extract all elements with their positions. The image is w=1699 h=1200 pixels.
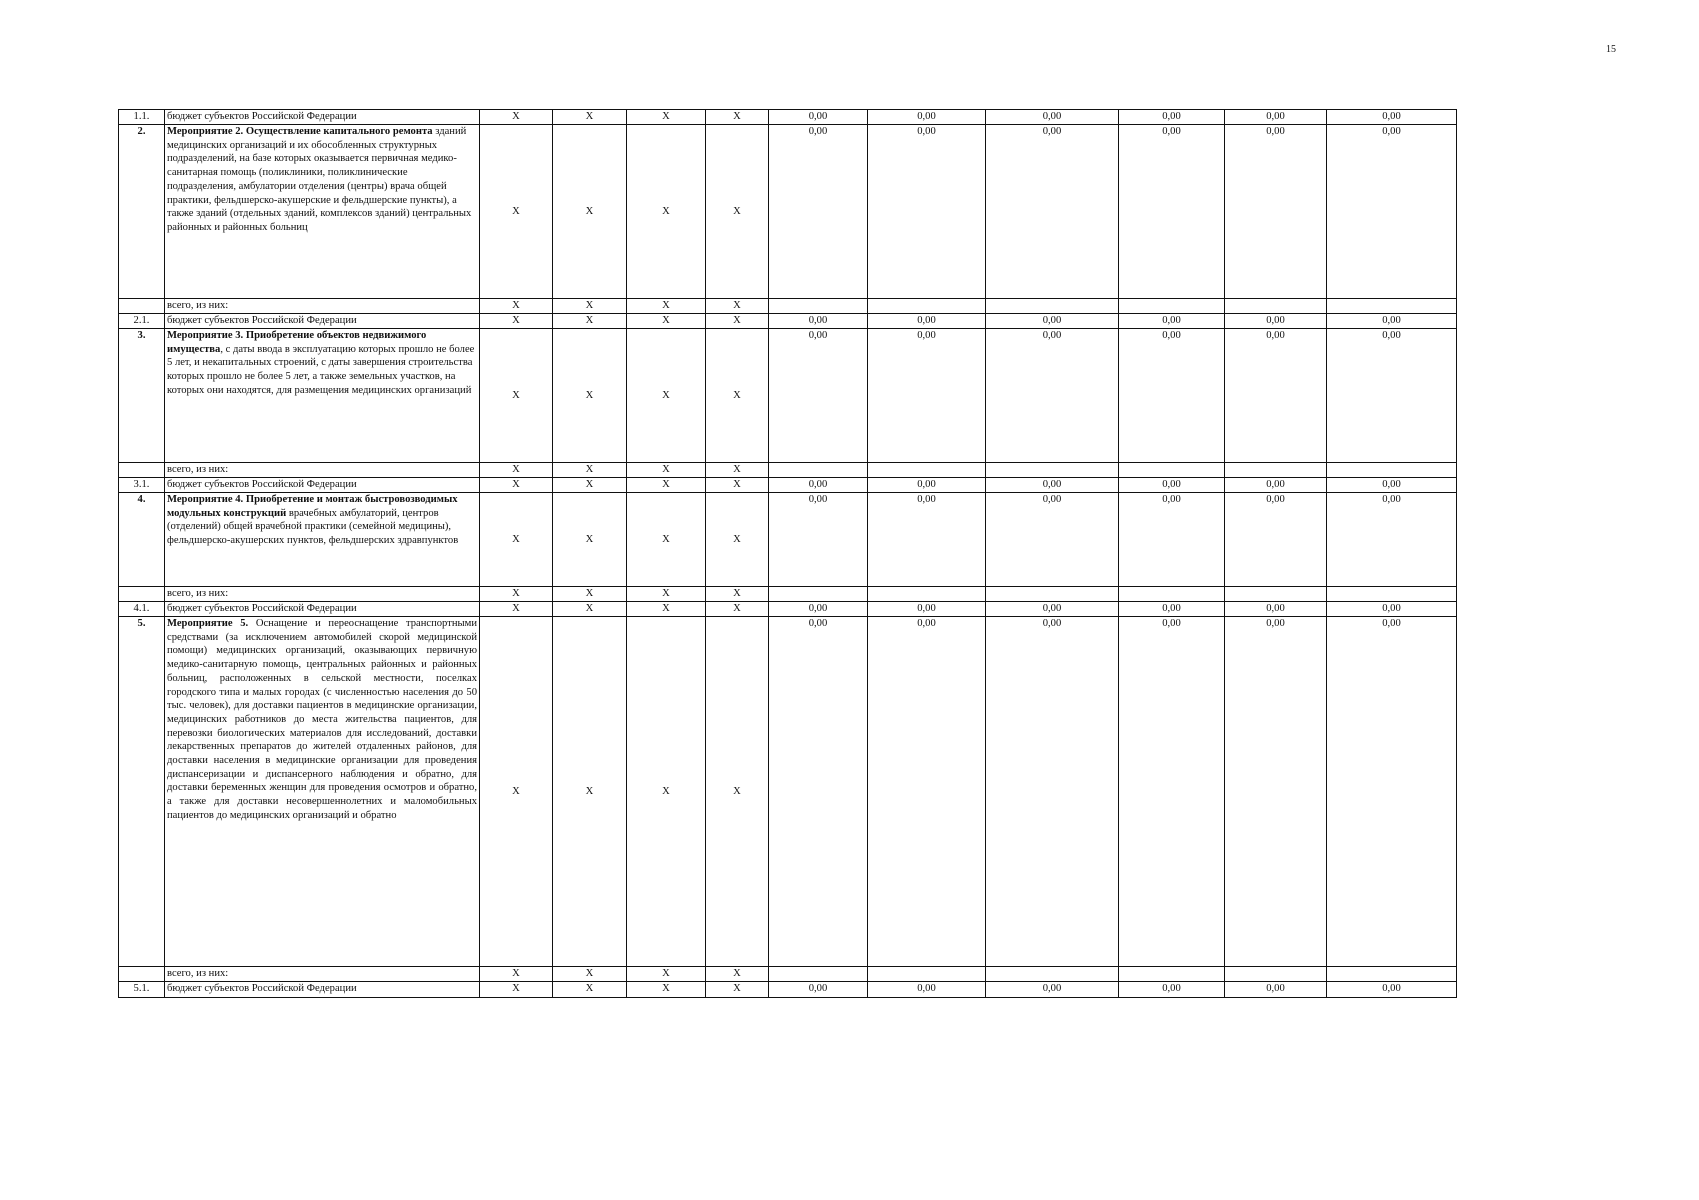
description-text: бюджет субъектов Российской Федерации: [167, 983, 357, 994]
value-cell: 0,00: [868, 110, 986, 125]
x-mark-cell: X: [553, 587, 627, 602]
table-row: [119, 982, 1457, 998]
x-mark-cell: X: [480, 299, 553, 314]
value-cell: 0,00: [868, 602, 986, 617]
x-mark-cell: X: [627, 493, 706, 587]
value-cell: [986, 463, 1119, 478]
value-cell: 0,00: [868, 125, 986, 299]
value-cell: 0,00: [1327, 617, 1457, 967]
row-number: [119, 299, 165, 314]
value-cell: 0,00: [1225, 982, 1327, 998]
measure-title: Мероприятие 2. Осуществление капитального ремонта: [167, 126, 433, 137]
table-row: [119, 587, 1457, 602]
row-description: [165, 602, 480, 617]
x-mark-cell: X: [627, 463, 706, 478]
row-description: [165, 314, 480, 329]
description-text: бюджет субъектов Российской Федерации: [167, 111, 357, 122]
value-cell: 0,00: [868, 617, 986, 967]
value-cell: 0,00: [986, 329, 1119, 463]
x-mark-cell: X: [627, 967, 706, 982]
x-mark-cell: X: [627, 329, 706, 463]
value-cell: [1327, 587, 1457, 602]
measure-title: Мероприятие 3. Приобретение объектов недвижимого имущества: [167, 330, 427, 355]
value-cell: 0,00: [1327, 125, 1457, 299]
table-row: [119, 617, 1457, 967]
x-mark-cell: X: [627, 602, 706, 617]
value-cell: 0,00: [1119, 493, 1225, 587]
row-description: [165, 110, 480, 125]
value-cell: 0,00: [1327, 110, 1457, 125]
measure-title: Мероприятие 4. Приобретение и монтаж быстровозводимых модульных конструкций: [167, 494, 458, 519]
row-description: [165, 329, 480, 463]
description-text: бюджет субъектов Российской Федерации: [167, 315, 357, 326]
value-cell: 0,00: [1225, 329, 1327, 463]
value-cell: 0,00: [769, 125, 868, 299]
value-cell: 0,00: [1225, 493, 1327, 587]
value-cell: 0,00: [1119, 110, 1225, 125]
x-mark-cell: X: [480, 329, 553, 463]
value-cell: 0,00: [1119, 982, 1225, 998]
table-body: [119, 110, 1457, 998]
row-number: 1.1.: [119, 110, 165, 125]
description-text: Оснащение и переоснащение транспортными средствами (за исключением автомобилей скорой медицинской помощи) медицинских организаций, оказывающих первичную медико-санитарную помощь, центральных районных и районных больниц, расположенных в сельской местности, поселках городского типа и малых городах (с численностью населения до 50 тыс. человек), для доставки пациентов в медицинские организации, медицинских работников до места жительства пациентов, для перевозки биологических материалов для исследований, доставки лекарственных препаратов до жителей отдаленных районов, для доставки населения в медицинские организации для проведения диспансеризации и диспансерного наблюдения и обратно, для доставки беременных женщин для проведения осмотров и обратно, а также для доставки несовершеннолетних и маломобильных пациентов до медицинских организаций и обратно: [167, 618, 477, 821]
value-cell: 0,00: [1119, 602, 1225, 617]
value-cell: 0,00: [1327, 314, 1457, 329]
value-cell: [1119, 587, 1225, 602]
x-mark-cell: X: [553, 110, 627, 125]
value-cell: 0,00: [986, 125, 1119, 299]
x-mark-cell: X: [706, 617, 769, 967]
value-cell: 0,00: [986, 493, 1119, 587]
value-cell: 0,00: [1119, 314, 1225, 329]
x-mark-cell: X: [480, 493, 553, 587]
value-cell: 0,00: [868, 314, 986, 329]
row-description: [165, 299, 480, 314]
row-description: [165, 587, 480, 602]
row-number: 3.: [119, 329, 165, 463]
row-description: [165, 463, 480, 478]
x-mark-cell: X: [627, 299, 706, 314]
value-cell: [868, 967, 986, 982]
row-number: [119, 463, 165, 478]
x-mark-cell: X: [706, 329, 769, 463]
value-cell: 0,00: [1225, 617, 1327, 967]
value-cell: [1225, 967, 1327, 982]
description-text: всего, из них:: [167, 464, 229, 475]
x-mark-cell: X: [706, 478, 769, 493]
value-cell: [1119, 967, 1225, 982]
x-mark-cell: X: [627, 587, 706, 602]
table-row: [119, 314, 1457, 329]
value-cell: 0,00: [1119, 478, 1225, 493]
description-text: всего, из них:: [167, 588, 229, 599]
description-text: всего, из них:: [167, 300, 229, 311]
x-mark-cell: X: [480, 617, 553, 967]
measure-title: Мероприятие 5.: [167, 618, 249, 629]
row-number: 5.: [119, 617, 165, 967]
value-cell: [1225, 463, 1327, 478]
value-cell: 0,00: [769, 982, 868, 998]
value-cell: 0,00: [1327, 329, 1457, 463]
value-cell: [986, 967, 1119, 982]
x-mark-cell: X: [706, 493, 769, 587]
value-cell: [1327, 299, 1457, 314]
row-description: [165, 478, 480, 493]
table-row: [119, 329, 1457, 463]
value-cell: 0,00: [868, 982, 986, 998]
value-cell: 0,00: [769, 110, 868, 125]
row-number: 2.1.: [119, 314, 165, 329]
value-cell: [769, 299, 868, 314]
x-mark-cell: X: [627, 314, 706, 329]
x-mark-cell: X: [553, 299, 627, 314]
row-number: [119, 587, 165, 602]
budget-table: [118, 109, 1457, 998]
value-cell: [868, 587, 986, 602]
x-mark-cell: X: [553, 967, 627, 982]
value-cell: 0,00: [1327, 493, 1457, 587]
value-cell: 0,00: [769, 329, 868, 463]
row-number: [119, 967, 165, 982]
table-row: [119, 478, 1457, 493]
row-number: 4.: [119, 493, 165, 587]
x-mark-cell: X: [480, 463, 553, 478]
value-cell: [868, 299, 986, 314]
value-cell: 0,00: [769, 478, 868, 493]
value-cell: 0,00: [1225, 478, 1327, 493]
value-cell: 0,00: [769, 617, 868, 967]
value-cell: 0,00: [1225, 602, 1327, 617]
x-mark-cell: X: [706, 299, 769, 314]
x-mark-cell: X: [480, 602, 553, 617]
value-cell: [1119, 463, 1225, 478]
description-text: бюджет субъектов Российской Федерации: [167, 479, 357, 490]
description-text: зданий медицинских организаций и их обособленных структурных подразделений, на базе которых оказывается первичная медико-санитарная помощь (поликлиники, поликлинические подразделения, амбулатории отделения (центры) врача общей практики, фельдшерско-акушерские и фельдшерские пункты), а также зданий (отдельных зданий, комплексов зданий) центральных районных и районных больниц: [167, 126, 472, 233]
value-cell: 0,00: [986, 314, 1119, 329]
value-cell: 0,00: [1119, 125, 1225, 299]
page-number: 15: [1606, 44, 1616, 55]
x-mark-cell: X: [553, 329, 627, 463]
x-mark-cell: X: [706, 967, 769, 982]
table-row: [119, 493, 1457, 587]
x-mark-cell: X: [480, 110, 553, 125]
description-text: бюджет субъектов Российской Федерации: [167, 603, 357, 614]
x-mark-cell: X: [480, 587, 553, 602]
x-mark-cell: X: [706, 602, 769, 617]
value-cell: 0,00: [1327, 602, 1457, 617]
x-mark-cell: X: [553, 493, 627, 587]
row-description: [165, 617, 480, 967]
description-text: , с даты ввода в эксплуатацию которых прошло не более 5 лет, и некапитальных строений, с даты завершения строительства которых прошло не более 5 лет, а также земельных участков, на которых они находятся, для размещения медицинских организаций: [167, 343, 475, 396]
table-row: [119, 110, 1457, 125]
x-mark-cell: X: [706, 125, 769, 299]
value-cell: [986, 299, 1119, 314]
value-cell: 0,00: [1119, 617, 1225, 967]
value-cell: 0,00: [769, 602, 868, 617]
value-cell: [868, 463, 986, 478]
value-cell: [1225, 587, 1327, 602]
value-cell: 0,00: [1225, 314, 1327, 329]
row-description: [165, 982, 480, 998]
value-cell: [769, 463, 868, 478]
table-row: [119, 463, 1457, 478]
row-number: 3.1.: [119, 478, 165, 493]
value-cell: 0,00: [1327, 982, 1457, 998]
x-mark-cell: X: [706, 110, 769, 125]
value-cell: 0,00: [1327, 478, 1457, 493]
value-cell: 0,00: [986, 982, 1119, 998]
value-cell: 0,00: [868, 329, 986, 463]
value-cell: 0,00: [986, 478, 1119, 493]
row-number: 5.1.: [119, 982, 165, 998]
description-text: врачебных амбулаторий, центров (отделений) общей врачебной практики (семейной медицины), фельдшерско-акушерских пунктов, фельдшерских здравпунктов: [167, 507, 459, 547]
x-mark-cell: X: [706, 314, 769, 329]
x-mark-cell: X: [480, 982, 553, 998]
value-cell: 0,00: [986, 110, 1119, 125]
value-cell: [1225, 299, 1327, 314]
value-cell: 0,00: [1225, 125, 1327, 299]
x-mark-cell: X: [480, 967, 553, 982]
description-text: всего, из них:: [167, 968, 229, 979]
x-mark-cell: X: [706, 587, 769, 602]
value-cell: 0,00: [769, 314, 868, 329]
table-row: [119, 299, 1457, 314]
value-cell: 0,00: [1225, 110, 1327, 125]
value-cell: 0,00: [986, 602, 1119, 617]
x-mark-cell: X: [627, 125, 706, 299]
x-mark-cell: X: [706, 982, 769, 998]
row-description: [165, 125, 480, 299]
value-cell: 0,00: [868, 493, 986, 587]
value-cell: [1327, 967, 1457, 982]
row-description: [165, 493, 480, 587]
x-mark-cell: X: [627, 110, 706, 125]
value-cell: 0,00: [986, 617, 1119, 967]
x-mark-cell: X: [553, 602, 627, 617]
table-row: [119, 125, 1457, 299]
x-mark-cell: X: [553, 463, 627, 478]
x-mark-cell: X: [480, 314, 553, 329]
x-mark-cell: X: [627, 982, 706, 998]
x-mark-cell: X: [480, 478, 553, 493]
value-cell: 0,00: [868, 478, 986, 493]
value-cell: [1327, 463, 1457, 478]
table-row: [119, 602, 1457, 617]
row-number: 2.: [119, 125, 165, 299]
x-mark-cell: X: [553, 478, 627, 493]
x-mark-cell: X: [627, 478, 706, 493]
x-mark-cell: X: [553, 125, 627, 299]
value-cell: [1119, 299, 1225, 314]
row-description: [165, 967, 480, 982]
x-mark-cell: X: [480, 125, 553, 299]
value-cell: [769, 967, 868, 982]
value-cell: 0,00: [1119, 329, 1225, 463]
table-row: [119, 967, 1457, 982]
x-mark-cell: X: [553, 617, 627, 967]
row-number: 4.1.: [119, 602, 165, 617]
value-cell: [769, 587, 868, 602]
x-mark-cell: X: [706, 463, 769, 478]
value-cell: [986, 587, 1119, 602]
x-mark-cell: X: [627, 617, 706, 967]
x-mark-cell: X: [553, 314, 627, 329]
x-mark-cell: X: [553, 982, 627, 998]
value-cell: 0,00: [769, 493, 868, 587]
